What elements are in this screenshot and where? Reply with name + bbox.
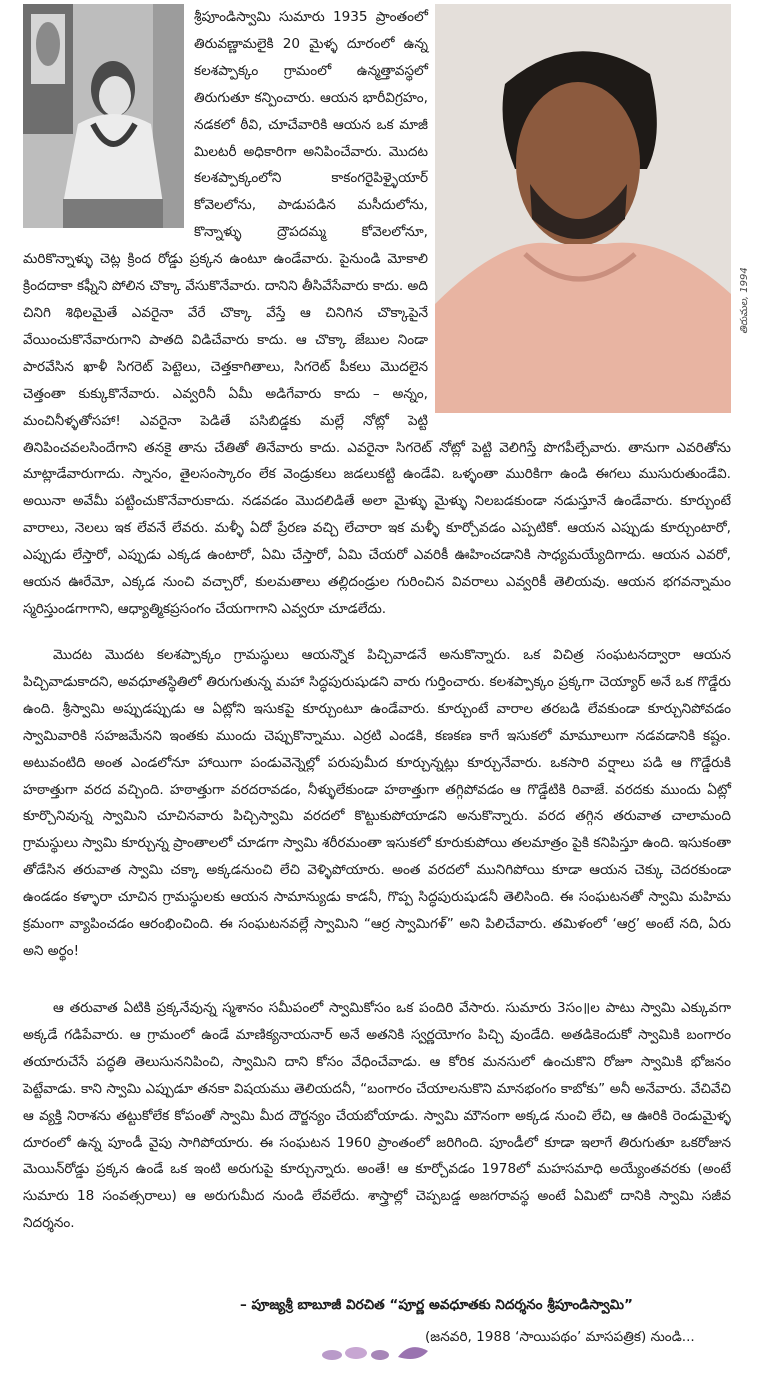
paragraph-3: ఆ తరువాత ఏటికి ప్రక్కనేవున్న స్మశానం సమీపంలో స్వామికోసం ఒక పందిరి వేసారు. సుమారు 3సం॥ల పాటు స్వామి ఎక్కువగా అక్కడే గడిపేవారు. ఆ గ్రామంలో ఉండే మాణిక్యనాయనార్ అనే అతనికి స్వర్ణయోగం పిచ్చి వుండేది. అతడికెందుకో స్వామికి బంగారం తయారుచేసే పద్ధతి తెలుసుననిపించి, స్వామిని దాని కోసం వేధించేవాడు. ఆ కోరిక మనసులో ఉంచుకొని రోజూ స్వామికి భోజనం పెట్టేవాడు. కాని స్వామి ఎప్పుడూ తనకా విషయము తెలియదనీ, “బంగారం చేయాలనుకొని మానభంగం కాబోకు” అనీ అనేవారు. వేచివేచి ఆ వ్యక్తి నిరాశను తట్టుకోలేక కోపంతో స్వామి మీద దౌర్జన్యం చేయబోయాడు. స్వామి మౌనంగా అక్కడ నుంచి లేచి, ఆ ఊరికి రెండుమైళ్ళ దూరంలో ఉన్న పూండీ వైపు సాగిపోయారు. ఈ సంఘటన 1960 ప్రాంతంలో జరిగింది. పూండీలో కూడా ఇలాగే తిరుగుతూ ఒకరోజున మెయిన్‌రోడ్డు ప్రక్కన ఉండే ఒక ఇంటి అరుగుపై కూర్చున్నారు. అంతే! ఆ కూర్చోవడం 1978లో మహసమాధి అయ్యేంతవరకు (అంటే సుమారు 18 సంవత్సరాలు) ఆ అరుగుమీద నుండి లేవలేదు. శాస్త్రాల్లో చెప్పబడ్డ అజగరావస్థ అంటే ఏమిటో దానికి స్వామి సజీవ నిదర్శనం. — [23, 1000, 731, 1232]
float-left-spacer — [23, 4, 194, 232]
source-note: (జనవరి, 1988 ‘సాయిపథం’ మాసపత్రిక) నుండి... — [425, 1329, 695, 1345]
float-right-spacer — [428, 4, 731, 414]
flower-ornament-icon — [318, 1341, 438, 1369]
article-body — [23, 4, 731, 623]
paragraph-3-block — [23, 995, 731, 1237]
author-signature: – పూజ్యశ్రీ బాబూజీ విరచిత “పూర్ణ అవధూతకు నిదర్శనం శ్రీపూండిస్వామి” — [240, 1297, 633, 1313]
photo-credit: తిరుమల, 1994 — [739, 267, 750, 334]
paragraph-2: మొదట మొదట కలశప్పాక్కం గ్రామస్థులు ఆయన్నొక పిచ్చివాడనే అనుకొన్నారు. ఒక విచిత్ర సంఘటనద్వారా ఆయన పిచ్చివాడుకాదని, అవధూతస్థితిలో తిరుగుతున్న మహా సిద్ధపురుషుడని వారు గుర్తించారు. కలశప్పాక్కం ప్రక్కగా చెయ్యార్ అనే ఒక గొడ్డేరు ఉంది. శ్రీస్వామి అప్పుడప్పుడు ఆ ఏట్లోని ఇసుకపై కూర్చుంటూ ఉండేవారు. కూర్చుంటే వారాల తరబడి లేవకుండా కూర్చునిపోవడం స్వామివారికి సహజమేనని ఇంతకు ముందు చెప్పుకొన్నాము. ఎర్రటి ఎండకి, కణకణ కాగే ఇసుకలో మామూలుగా నడవడానికి కష్టం. అటువంటిది అంత ఎండలోనూ హాయిగా పండువెన్నెల్లో పరుపుమీద కూర్చున్నట్లు కూర్చునేవారు. ఒకసారి వర్షాలు పడి ఆ గొడ్డేరుకి హఠాత్తుగా వరద వచ్చింది. హఠాత్తుగా వరదరావడం, నీళ్ళులేకుండా హఠాత్తుగా తగ్గిపోవడం ఆ గొడ్డేటికి రివాజే. వరదకు ముందు ఏట్లో కూర్చొనివున్న స్వామిని చూచినవారు పిచ్చిస్వామి వరదలో కొట్టుకుపోయాడని అనుకొన్నారు. వరద తగ్గిన తరువాత చాలామంది గ్రామస్థులు స్వామి కూర్చున్న ప్రాంతాలలో చూడగా స్వామి శరీరమంతా ఇసుకలో కూరుకుపోయి తలమాత్రం పైకి కనిపిస్తూ ఉంది. ఇసుకంతా తోడేసిన తరువాత స్వామి చక్కా అక్కడనుంచి లేచి వెళ్ళిపోయారు. అంత వరదలో మునిగిపోయి కూడా ఆయన చెక్కు చెదరకుండా ఉండడం కళ్ళారా చూచిన గ్రామస్థులకు ఆయన సామాన్యుడు కాడనీ, గొప్ప సిద్ధపురుషుడనీ తెలిసింది. ఈ సంఘటనతో స్వామి మహిమ క్రమంగా వ్యాపించడం ఆరంభించింది. ఈ సంఘటనవల్లే స్వామిని “ఆర్ర స్వామిగళ్” అని పిలిచేవారు. తమిళంలో ‘ఆర్ర’ అంటే నది, ఏరు అని అర్థం! — [23, 647, 731, 959]
paragraph-2-block — [23, 642, 731, 965]
paragraph-1: శ్రీపూండిస్వామి సుమారు 1935 ప్రాంతంలో తిరువణ్ణామలైకి 20 మైళ్ళ దూరంలో ఉన్న కలశప్పాక్కం గ్రామంలో ఉన్మత్తావస్థలో తిరుగుతూ కన్పించారు. ఆయన భారీవిగ్రహం, నడకలో ఠీవి, చూచేవారికి ఆయన ఒక మాజీ మిలటరీ అధికారిగా అనిపించేవారు. మొదట కలశప్పాక్కంలోని కాకంగరైపిళ్ళైయార్ కోవెలలోను, పాడుపడిన మసీదులోను, కొన్నాళ్ళు ద్రౌపదమ్మ కోవెలలోనూ, మరికొన్నాళ్ళు చెట్ల క్రింద రోడ్డు ప్రక్కన ఉంటూ ఉండేవారు. పైనుండి మోకాలి క్రిందదాకా కఫ్నీని పోలిన చొక్కా వేసుకొనేవారు. దానిని తీసివేసేవారు కాదు. అది చినిగి శిథిలమైతే ఎవరైనా వేరే చొక్కా వేస్తే ఆ చినిగిన చొక్కాపైనే వేయించుకొనేవారుగాని పాతది విడిచేవారు కాదు. ఆ చొక్కా జేబుల నిండా పారవేసిన ఖాళీ సిగరెట్ పెట్టెలు, చెత్తకాగితాలు, సిగరెట్ పీకలు మొదలైన చెత్తంతా కుక్కుకొనేవారు. ఎవ్వరినీ ఏమీ అడిగేవారు కాదు – అన్నం, మంచినీళ్ళతోసహా! ఎవరైనా పెడితే పసిబిడ్డకు మల్లే నోట్లో పెట్టి తినిపించవలసిందేగాని తనకై తాను చేతితో తినేవారు కాదు. ఎవరైనా సిగరెట్ నోట్లో పెట్టి వెలిగిస్తే పొగపీల్చేవారు. తానుగా ఎవరితోను మాట్లాడేవారుగాదు. స్నానం, తైలసంస్కారం లేక వెండ్రుకలు జడలుకట్టి ఉండేవి. ఒళ్ళంతా మురికిగా ఉండి ఈగలు ముసురుతుండేవి. అయినా అవేమీ పట్టించుకొనేవారుకాదు. నడవడం మొదలిడితే అలా మైళ్ళు మైళ్ళు నిలబడకుండా నడుస్తూనే ఉండేవారు. కూర్చుంటే వారాలు, నెలలు ఇక లేవనే లేవరు. మళ్ళీ ఏదో ప్రేరణ వచ్చి లేచారా ఇక మళ్ళీ కూర్చోవడం ఎప్పటికో. ఆయన ఎప్పుడు కూర్చుంటారో, ఎప్పుడు లేస్తారో, ఎప్పుడు ఎక్కడ ఉంటారో, ఏమి చేస్తారో, ఏమి చేయరో ఎవరికీ ఊహించడానికి సాధ్యమయ్యేదిగాదు. ఆయన ఎవరో, ఆయన ఊరేమో, ఎక్కడ నుంచి వచ్చారో, కులమతాలు తల్లిదండ్రుల గురించిన వివరాలు ఎవ్వరికీ తెలియవు. ఆయన భగవన్నామం స్మరిస్తుండగాగాని, ఆధ్యాత్మికప్రసంగం చేయగాగాని ఎవ్వరూ చూడలేదు. — [23, 9, 731, 617]
